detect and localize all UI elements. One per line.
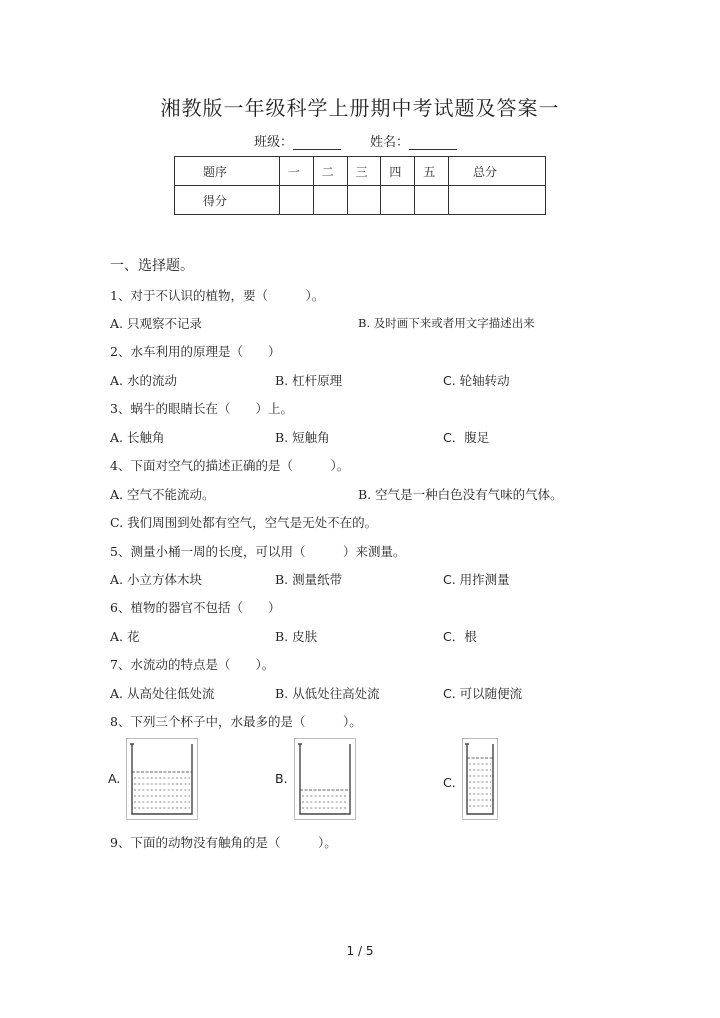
answer-option: A. 只观察不记录 — [110, 316, 202, 331]
answer-option: B. 杠杆原理 — [275, 373, 343, 388]
score-table-header-row — [175, 157, 546, 186]
answer-option: B. 空气是一种白色没有气味的气体。 — [358, 487, 563, 502]
answer-option: C. 可以随便流 — [443, 686, 523, 701]
answer-option: A. 花 — [110, 629, 140, 644]
score-header-cell: 二 — [313, 157, 347, 186]
name-field — [370, 131, 457, 150]
score-cell[interactable] — [313, 186, 347, 215]
question-stem: 9、下面的动物没有触角的是（ ）。 — [110, 835, 337, 850]
score-table-score-row — [175, 186, 546, 215]
question-stem: 7、水流动的特点是（ ）。 — [110, 657, 275, 672]
class-label: 班级： — [254, 135, 294, 150]
question-stem: 4、下面对空气的描述正确的是（ ）。 — [110, 458, 350, 473]
answer-option: C．腹足 — [443, 430, 490, 445]
name-label: 姓名： — [370, 135, 410, 150]
score-cell[interactable] — [415, 186, 449, 215]
answer-option: C. 我们周围到处都有空气，空气是无处不在的。 — [110, 515, 378, 530]
score-header-cell: 一 — [280, 157, 314, 186]
beaker-c-icon — [462, 738, 498, 820]
answer-option: B. 及时画下来或者用文字描述出来 — [358, 316, 535, 330]
class-blank — [293, 135, 341, 150]
score-header-cell: 四 — [381, 157, 415, 186]
score-header-cell: 总分 — [449, 157, 546, 186]
question-stem: 1、对于不认识的植物，要（ ）。 — [110, 288, 325, 303]
question-stem: 3、蜗牛的眼睛长在（ ）上。 — [110, 401, 293, 416]
name-blank — [409, 135, 457, 150]
answer-option: A. 从高处往低处流 — [110, 686, 215, 701]
answer-option: A. 水的流动 — [110, 373, 177, 388]
beaker-a-icon — [126, 738, 198, 820]
answer-option: B. 测量纸带 — [275, 572, 343, 587]
score-cell[interactable] — [449, 186, 546, 215]
section-title: 一、选择题。 — [110, 258, 194, 274]
answer-option: A. — [108, 771, 121, 786]
answer-option: C．根 — [443, 629, 477, 644]
answer-option: B. — [275, 771, 288, 786]
score-cell[interactable] — [347, 186, 381, 215]
question-stem: 6、植物的器官不包括（ ） — [110, 600, 281, 615]
question-stem: 2、水车利用的原理是（ ） — [110, 344, 281, 359]
page-number: 1 / 5 — [346, 944, 374, 958]
score-cell[interactable] — [381, 186, 415, 215]
answer-option: C. 轮轴转动 — [443, 373, 510, 388]
score-cell[interactable] — [280, 186, 314, 215]
score-row-label: 得分 — [175, 186, 280, 215]
answer-option: C． — [443, 775, 465, 790]
score-header-cell: 题序 — [175, 157, 280, 186]
question-stem: 5、测量小桶一周的长度，可以用（ ）来测量。 — [110, 544, 406, 559]
answer-option: A. 小立方体木块 — [110, 572, 202, 587]
answer-option: B. 短触角 — [275, 430, 330, 445]
answer-option: C. 用拃测量 — [443, 572, 510, 587]
score-header-cell: 五 — [415, 157, 449, 186]
question-stem: 8、下列三个杯子中，水最多的是（ ）。 — [110, 714, 362, 729]
score-table — [174, 156, 546, 215]
answer-option: A. 长触角 — [110, 430, 165, 445]
answer-option: B. 皮肤 — [275, 629, 318, 644]
page-title: 湘教版一年级科学上册期中考试题及答案一 — [160, 96, 560, 120]
answer-option: A. 空气不能流动。 — [110, 487, 215, 502]
score-header-cell: 三 — [347, 157, 381, 186]
beaker-b-icon — [294, 738, 356, 820]
class-field — [254, 131, 341, 150]
answer-option: B. 从低处往高处流 — [275, 686, 380, 701]
